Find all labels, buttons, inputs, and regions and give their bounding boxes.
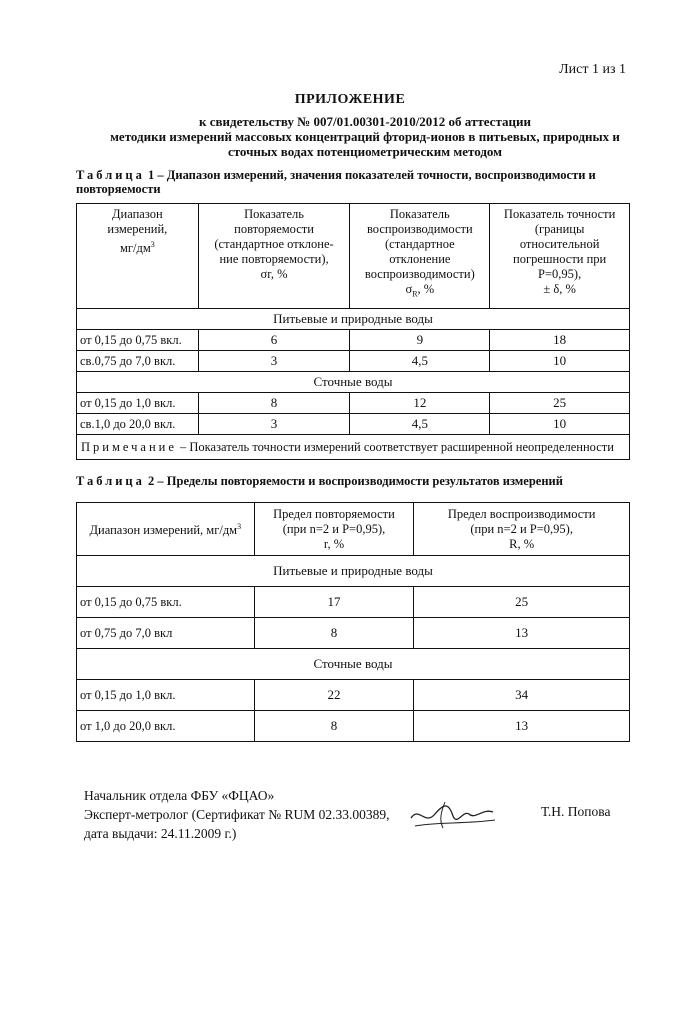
table-row bbox=[77, 393, 630, 414]
section-label: Сточные воды bbox=[77, 649, 630, 680]
table-row bbox=[77, 680, 630, 711]
table2-header-reproducibility: Предел воспроизводимости (при n=2 и P=0,95), R, % bbox=[414, 503, 630, 556]
value-cell: 10 bbox=[490, 351, 630, 372]
section-label: Питьевые и природные воды bbox=[77, 309, 630, 330]
page-subtitle bbox=[40, 114, 690, 159]
table1-header-range: Диапазон измерений, $мг/дм^3$ bbox=[77, 204, 199, 309]
value-cell: 6 bbox=[198, 330, 350, 351]
table2 bbox=[76, 502, 630, 742]
table2-header-row bbox=[77, 503, 630, 556]
table1-section-row bbox=[77, 309, 630, 330]
note-text: – Показатель точности измерений соответствует расширенной неопределенности bbox=[176, 439, 614, 454]
value-cell: 13 bbox=[414, 618, 630, 649]
range-cell: св.0,75 до 7,0 вкл. bbox=[77, 351, 199, 372]
subtitle-line: к свидетельству № 007/01.00301-2010/2012 об аттестации bbox=[199, 114, 531, 129]
value-cell: 3 bbox=[198, 414, 350, 435]
value-cell: 9 bbox=[350, 330, 490, 351]
table1-note bbox=[77, 435, 630, 460]
table2-header-range: Диапазон измерений, $мг/дм^3$ bbox=[77, 503, 255, 556]
value-cell: 34 bbox=[414, 680, 630, 711]
range-cell: от 0,15 до 1,0 вкл. bbox=[77, 393, 199, 414]
value-cell: 25 bbox=[414, 587, 630, 618]
value-cell: 4,5 bbox=[350, 351, 490, 372]
section-label: Сточные воды bbox=[77, 372, 630, 393]
range-cell: от 1,0 до 20,0 вкл. bbox=[77, 711, 255, 742]
range-cell: от 0,15 до 0,75 вкл. bbox=[77, 587, 255, 618]
table1-header-repeatability: Показатель повторяемости (стандартное отклоне- ние повторяемости), σr, % bbox=[198, 204, 350, 309]
signature-line: дата выдачи: 24.11.2009 г.) bbox=[84, 826, 237, 841]
range-cell: от 0,75 до 7,0 вкл bbox=[77, 618, 255, 649]
table2-caption-prefix: Таблица bbox=[76, 474, 145, 488]
value-cell: 10 bbox=[490, 414, 630, 435]
table-row bbox=[77, 711, 630, 742]
value-cell: 17 bbox=[254, 587, 414, 618]
table-row bbox=[77, 330, 630, 351]
value-cell: 4,5 bbox=[350, 414, 490, 435]
table-row bbox=[77, 414, 630, 435]
value-cell: 8 bbox=[198, 393, 350, 414]
subtitle-line: сточных водах потенциометрическим методом bbox=[227, 144, 503, 159]
table2-header-repeatability: Предел повторяемости (при n=2 и P=0,95), r, % bbox=[254, 503, 414, 556]
table1-caption-prefix: Таблица bbox=[76, 168, 145, 182]
page-title: ПРИЛОЖЕНИЕ bbox=[294, 92, 406, 107]
section-label: Питьевые и природные воды bbox=[77, 556, 630, 587]
signature-block bbox=[84, 786, 390, 843]
table-row bbox=[77, 618, 630, 649]
value-cell: 12 bbox=[350, 393, 490, 414]
subtitle-line: методики измерений массовых концентраций фторид-ионов в питьевых, природных и bbox=[110, 129, 620, 144]
value-cell: 8 bbox=[254, 711, 414, 742]
value-cell: 18 bbox=[490, 330, 630, 351]
table1-caption bbox=[76, 168, 636, 196]
table-row bbox=[77, 351, 630, 372]
note-prefix: Примечание bbox=[81, 439, 177, 454]
value-cell: 8 bbox=[254, 618, 414, 649]
table1-header-accuracy: Показатель точности (границы относительной погрешности при P=0,95), ± δ, % bbox=[490, 204, 630, 309]
signature-image bbox=[405, 796, 500, 834]
table1 bbox=[76, 203, 630, 460]
table-row bbox=[77, 587, 630, 618]
value-cell: 22 bbox=[254, 680, 414, 711]
table1-header-reproducibility: Показатель воспроизводимости (стандартное отклонение воспроизводимости) $\sigma_R$, % bbox=[350, 204, 490, 309]
table2-caption bbox=[76, 474, 636, 488]
value-cell: 3 bbox=[198, 351, 350, 372]
range-cell: от 0,15 до 0,75 вкл. bbox=[77, 330, 199, 351]
table1-section-row bbox=[77, 372, 630, 393]
table2-section-row bbox=[77, 649, 630, 680]
range-cell: св.1,0 до 20,0 вкл. bbox=[77, 414, 199, 435]
value-cell: 13 bbox=[414, 711, 630, 742]
range-cell: от 0,15 до 1,0 вкл. bbox=[77, 680, 255, 711]
signer-name: Т.Н. Попова bbox=[541, 804, 611, 819]
table1-caption-text: 1 – Диапазон измерений, значения показателей точности, воспроизводимости и повторяемости bbox=[76, 168, 596, 196]
table1-header-row bbox=[77, 204, 630, 309]
signature-line: Эксперт-метролог (Сертификат № RUM 02.33.00389, bbox=[84, 807, 390, 822]
signature-line: Начальник отдела ФБУ «ФЦАО» bbox=[84, 788, 275, 803]
value-cell: 25 bbox=[490, 393, 630, 414]
sheet-number: Лист 1 из 1 bbox=[559, 62, 626, 77]
table2-caption-text: 2 – Пределы повторяемости и воспроизводимости результатов измерений bbox=[144, 474, 563, 488]
table2-section-row bbox=[77, 556, 630, 587]
